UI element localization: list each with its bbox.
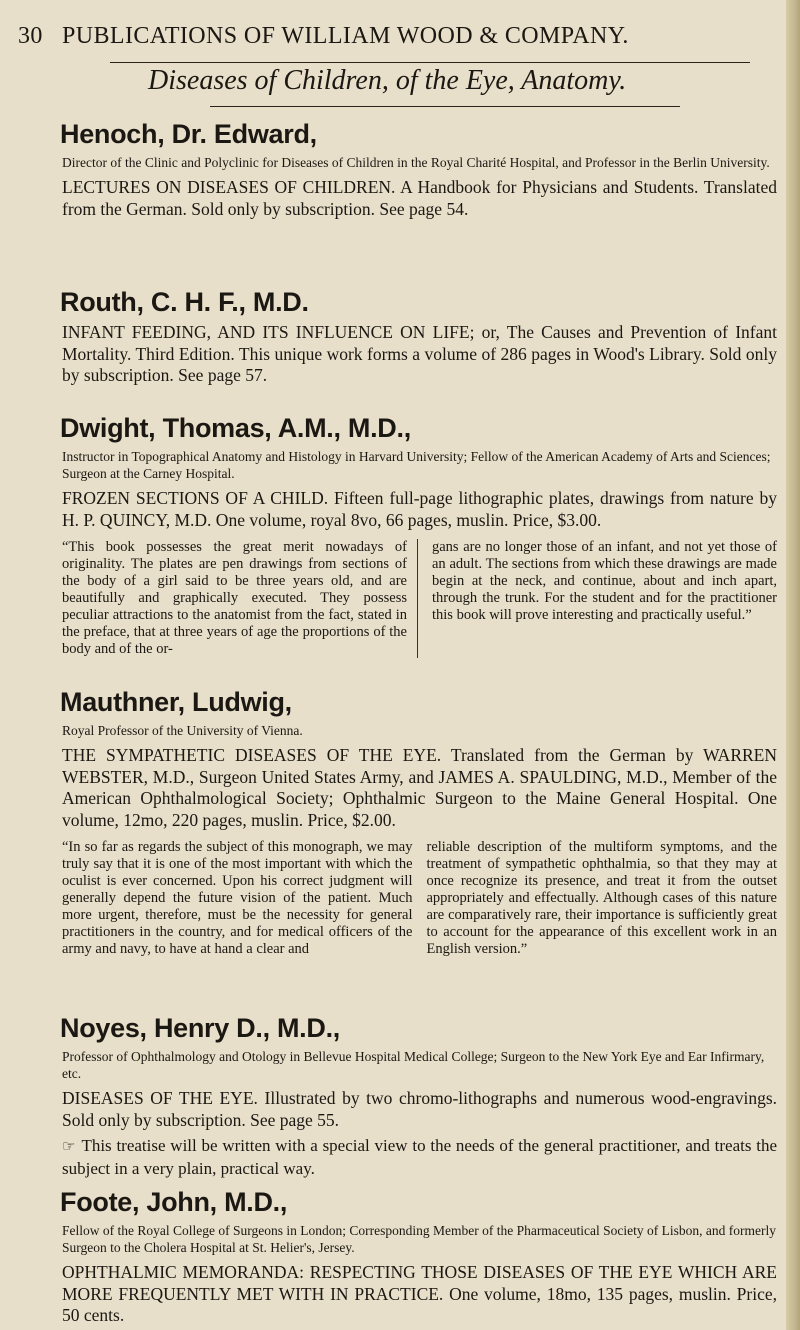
author-name: Dwight, Thomas, A.M., M.D., [60,413,411,443]
book-description: OPHTHALMIC MEMORANDA: RESPECTING THOSE DISEASES OF THE EYE WHICH ARE MORE FREQUENTLY MET WITH IN PRACTICE. One volume, 18mo, 135 pages, muslin. Price, 50 cents. [62,1262,777,1325]
author-name: Mauthner, Ludwig, [60,687,292,717]
book-description: FROZEN SECTIONS OF A CHILD. Fifteen full-page lithographic plates, drawings from nature by H. P. QUINCY, M.D. One volume, royal 8vo, 66 pages, muslin. Price, $3.00. [62,488,777,530]
entry-foote [62,1186,777,1327]
book-description: LECTURES ON DISEASES OF CHILDREN. A Handbook for Physicians and Students. Translated from the German. Sold only by subscription. See page 54. [62,177,777,219]
pointing-hand-icon: ☞ [62,1139,76,1155]
author-affiliation: Instructor in Topographical Anatomy and Histology in Harvard University; Fellow of the American Academy of Arts and Sciences; Surgeon at the Carney Hospital. [62,449,771,481]
book-description: DISEASES OF THE EYE. Illustrated by two chromo-lithographs and numerous wood-engravings. Sold only by subscription. See page 55. [62,1088,777,1130]
page-edge [786,0,800,1330]
page-number: 30 [18,23,43,49]
quote-text: gans are no longer those of an infant, and not yet those of an adult. The sections from which these drawings are made begin at the neck, and continue, about and inch apart, through the trunk. For the student and for the practitioner this book will prove interesting and practically useful.” [432,539,777,623]
author-affiliation: Director of the Clinic and Polyclinic for Diseases of Children in the Royal Charité Hospital, and Professor in the Berlin University. [62,155,770,170]
author-affiliation: Royal Professor of the University of Vienna. [62,723,303,738]
note-text: This treatise will be written with a special view to the needs of the general practitioner, and treats the subject in a very plain, practical way. [62,1136,777,1178]
editorial-note [62,1135,777,1179]
entry-henoch [62,118,777,220]
author-name: Henoch, Dr. Edward, [60,119,317,149]
header-rule [110,62,750,63]
running-title: PUBLICATIONS OF WILLIAM WOOD & COMPANY. [62,23,629,49]
quote-column-right [427,839,778,958]
author-name: Foote, John, M.D., [60,1187,288,1217]
quote-column-right [432,539,777,658]
running-header [18,22,788,50]
entry-routh [62,286,777,387]
section-title: Diseases of Children, of the Eye, Anatomy. [148,65,627,96]
author-name: Routh, C. H. F., M.D. [60,287,309,317]
author-affiliation: Professor of Ophthalmology and Otology in Bellevue Hospital Medical College; Surgeon to the New York Eye and Ear Infirmary, etc. [62,1049,765,1081]
quote-column-left [62,539,418,658]
review-quote [62,839,777,958]
title-rule [210,106,680,107]
author-name: Noyes, Henry D., M.D., [60,1013,340,1043]
quote-text: “This book possesses the great merit nowadays of originality. The plates are pen drawings from sections of the body of a girl said to be three years old, and are beautifully and graphically executed. They possess peculiar attractions to the anatomist from the fact, stated in the preface, that at three years of age the proportions of the body and of the or- [62,539,407,657]
entry-mauthner [62,686,777,958]
entry-dwight [62,412,777,658]
quote-text: “In so far as regards the subject of this monograph, we may truly say that it is one of the most important with which the oculist is ever concerned. Upon his correct judgment will generally depend the future vision of the patient. Much more urgent, therefore, must be the necessity for general practitioners in the country, and for medical officers of the army and navy, to have at hand a clear and [62,839,413,957]
book-description: INFANT FEEDING, AND ITS INFLUENCE ON LIFE; or, The Causes and Prevention of Infant Mortality. Third Edition. This unique work forms a volume of 286 pages in Wood's Library. Sold only by subscription. See page 57. [62,322,777,385]
entry-noyes [62,1012,777,1179]
review-quote [62,539,777,658]
book-description: THE SYMPATHETIC DISEASES OF THE EYE. Translated from the German by WARREN WEBSTER, M.D., Surgeon United States Army, and JAMES A. SPAULDING, M.D., Member of the American Ophthalmological Society; Ophthalmic Surgeon to the Maine General Hospital. One volume, 12mo, 220 pages, muslin. Price, $2.00. [62,745,777,830]
author-affiliation: Fellow of the Royal College of Surgeons in London; Corresponding Member of the Pharmaceutical Society of Lisbon, and formerly Surgeon to the Cholera Hospital at St. Helier's, Jersey. [62,1223,776,1255]
quote-text: reliable description of the multiform symptoms, and the treatment of sympathetic ophthalmia, so that they may at once recognize its presence, and treat it from the outset appropriately and effectually. Although cases of this nature are comparatively rare, their importance is sufficiently great to account for the appearance of this excellent work in an English version.” [426,839,777,957]
quote-column-left [62,839,413,958]
